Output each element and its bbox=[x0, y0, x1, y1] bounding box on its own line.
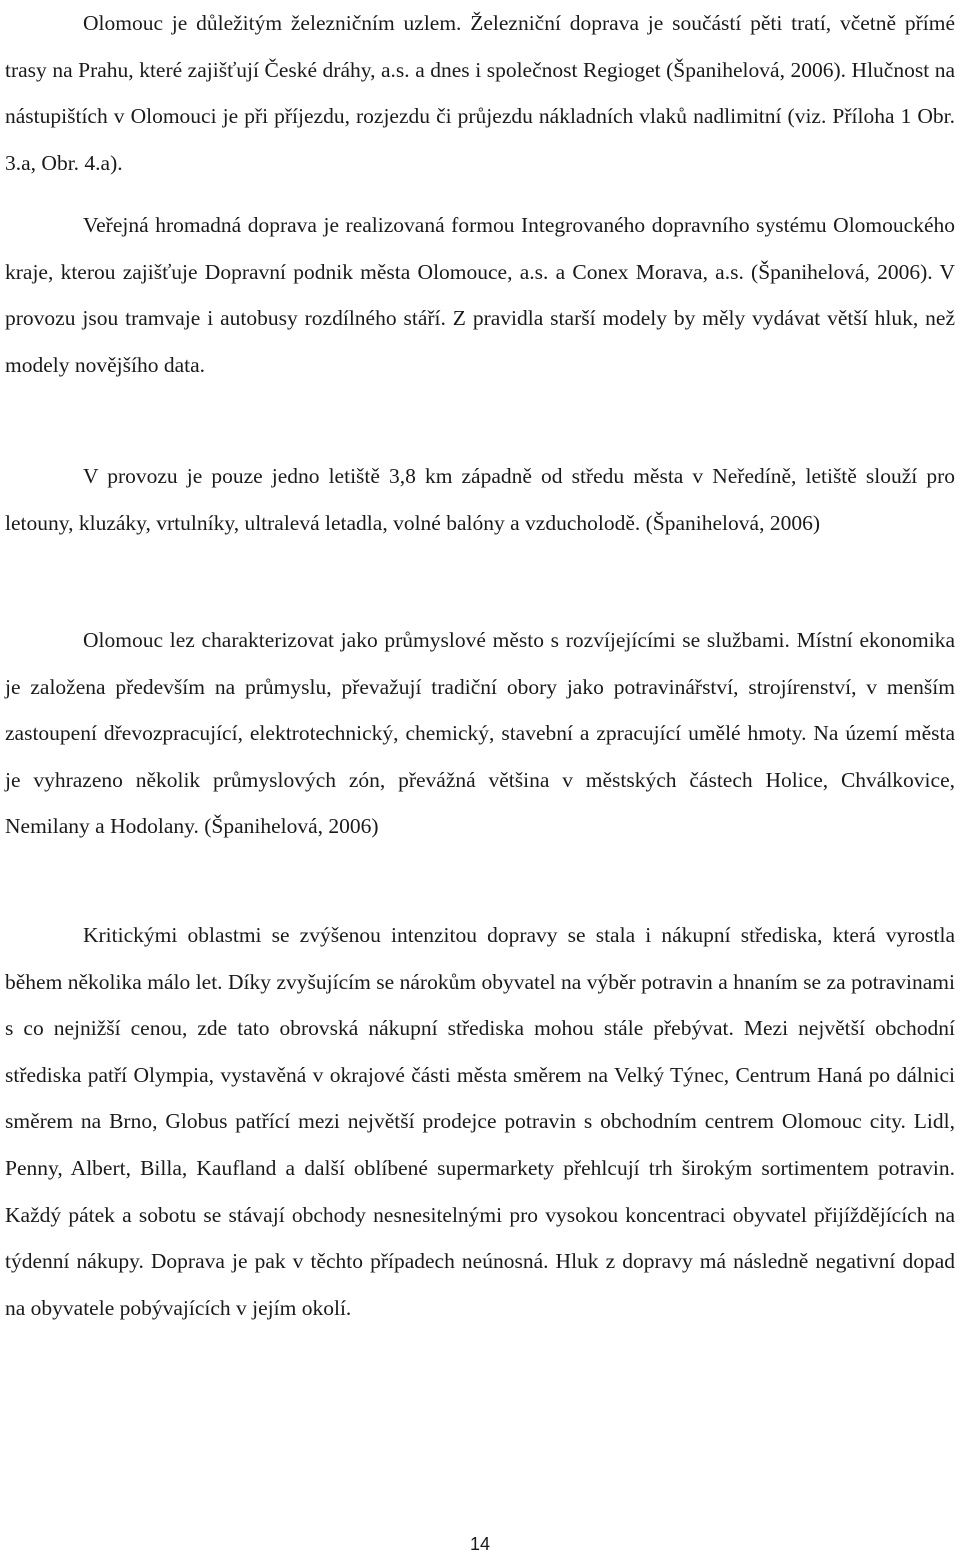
paragraph-shopping-centers bbox=[5, 912, 955, 1331]
paragraph-text: Kritickými oblastmi se zvýšenou intenzitou dopravy se stala i nákupní střediska, která vyrostla během několika málo let. Díky zvyšujícím se nárokům obyvatel na výběr potravin a hnaním se za potravinami s co nejnižší cenou, zde tato obrovská nákupní střediska mohou stále přebývat. Mezi největší obchodní střediska patří Olympia, vystavěná v okrajové části města směrem na Velký Týnec, Centrum Haná po dálnici směrem na Brno, Globus patřící mezi největší prodejce potravin s obchodním centrem Olomouc city. Lidl, Penny, Albert, Billa, Kaufland a další oblíbené supermarkety přehlcují trh širokým sortimentem potravin. Každý pátek a sobotu se stávají obchody nesnesitelnými pro vysokou koncentraci obyvatel přijíždějících na týdenní nákupy. Doprava je pak v těchto případech neúnosná. Hluk z dopravy má následně negativní dopad na obyvatele pobývajících v jejím okolí. bbox=[5, 923, 955, 1320]
paragraph-text: Olomouc lez charakterizovat jako průmyslové město s rozvíjejícími se službami. Místní ekonomika je založena především na průmyslu, převažují tradiční obory jako potravinářství, strojírenství, v menším zastoupení dřevozpracující, elektrotechnický, chemický, stavební a zpracující umělé hmoty. Na území města je vyhrazeno několik průmyslových zón, převážná většina v městských částech Holice, Chválkovice, Nemilany a Hodolany. (Španihelová, 2006) bbox=[5, 628, 955, 839]
page-number: 14 bbox=[469, 1534, 491, 1554]
paragraph-airport bbox=[5, 453, 955, 546]
paragraph-text: Veřejná hromadná doprava je realizovaná formou Integrovaného dopravního systému Olomouckého kraje, kterou zajišťuje Dopravní podnik města Olomouce, a.s. a Conex Morava, a.s. (Španihelová, 2006). V provozu jsou tramvaje i autobusy rozdílného stáří. Z pravidla starší modely by měly vydávat větší hluk, než modely novějšího data. bbox=[5, 213, 955, 377]
paragraph-public-transport bbox=[5, 202, 955, 388]
paragraph-text: Olomouc je důležitým železničním uzlem. Železniční doprava je součástí pěti tratí, včetně přímé trasy na Prahu, které zajišťují České dráhy, a.s. a dnes i společnost Regioget (Španihelová, 2006). Hlučnost na nástupištích v Olomouci je při příjezdu, rozjezdu či průjezdu nákladních vlaků nadlimitní (viz. Příloha 1 Obr. 3.a, Obr. 4.a). bbox=[5, 11, 955, 175]
paragraph-railway bbox=[5, 0, 955, 186]
paragraph-industry bbox=[5, 617, 955, 850]
paragraph-text: V provozu je pouze jedno letiště 3,8 km západně od středu města v Neředíně, letiště slouží pro letouny, kluzáky, vrtulníky, ultralevá letadla, volné balóny a vzducholodě. (Španihelová, 2006) bbox=[5, 464, 955, 535]
